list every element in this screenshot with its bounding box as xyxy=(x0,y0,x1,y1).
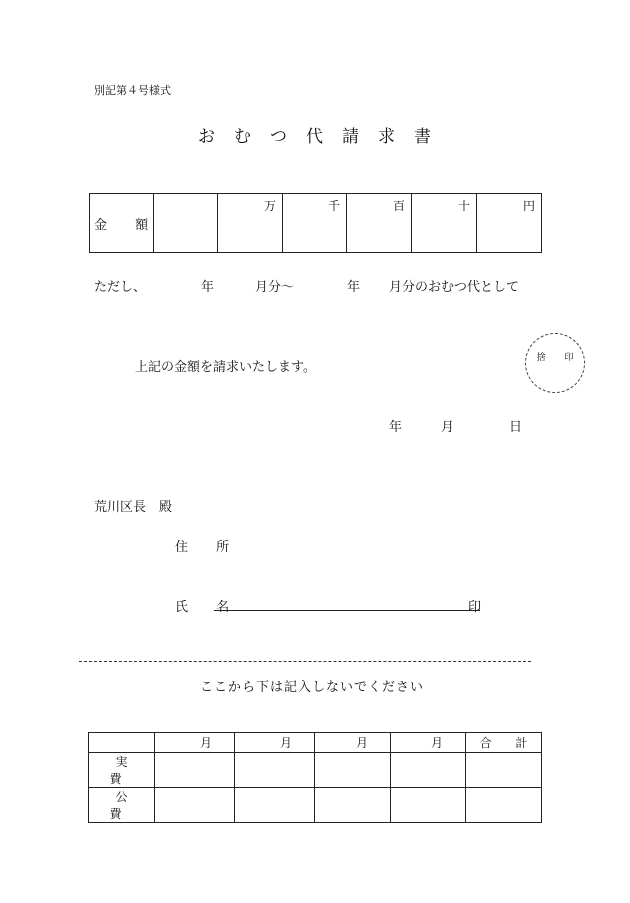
table-cell[interactable] xyxy=(315,788,391,823)
stamp-label: 印 xyxy=(468,600,482,615)
month-header: 月 xyxy=(155,733,235,753)
table-cell[interactable] xyxy=(155,753,235,788)
page-title: おむつ代請求書 xyxy=(198,127,450,147)
office-use-note: ここから下は記入しないでください xyxy=(200,680,425,695)
amount-cell-sen[interactable]: 千 xyxy=(283,194,347,253)
seal-label: 捨 印 xyxy=(536,353,582,363)
amount-cell-man[interactable]: 万 xyxy=(218,194,283,253)
table-cell[interactable] xyxy=(466,788,542,823)
date-year: 年 xyxy=(389,420,403,435)
date-month: 月 xyxy=(441,420,455,435)
table-cell[interactable] xyxy=(391,753,466,788)
amount-blank-cell[interactable] xyxy=(154,194,218,253)
table-cell[interactable] xyxy=(466,753,542,788)
amount-label: 金 額 xyxy=(90,194,154,253)
date-day: 日 xyxy=(509,420,523,435)
month-header: 月 xyxy=(391,733,466,753)
proviso-year-from: 年 xyxy=(201,280,215,295)
amount-cell-hyaku[interactable]: 百 xyxy=(347,194,412,253)
amount-table xyxy=(89,193,542,253)
table-row xyxy=(89,753,542,788)
month-header: 月 xyxy=(315,733,391,753)
name-field[interactable] xyxy=(214,610,480,611)
table-cell[interactable] xyxy=(235,788,315,823)
amount-cell-en[interactable]: 円 xyxy=(477,194,542,253)
seal-circle[interactable] xyxy=(525,333,585,393)
addressee: 荒川区長 殿 xyxy=(94,500,173,515)
proviso-year-to: 年 xyxy=(347,280,361,295)
expense-table xyxy=(88,732,542,823)
proviso-prefix: ただし、 xyxy=(94,280,147,295)
proviso-month-from: 月分～ xyxy=(255,280,295,295)
table-cell[interactable] xyxy=(235,753,315,788)
address-label: 住 所 xyxy=(175,540,242,555)
amount-cell-juu[interactable]: 十 xyxy=(412,194,477,253)
form-number: 別記第４号様式 xyxy=(94,84,171,97)
row-label-public: 公 費 xyxy=(89,788,155,823)
table-row xyxy=(89,733,542,753)
row-label-actual: 実 費 xyxy=(89,753,155,788)
table-cell[interactable] xyxy=(315,753,391,788)
cut-line xyxy=(79,661,531,662)
table-cell[interactable] xyxy=(155,788,235,823)
proviso-suffix: 月分のおむつ代として xyxy=(389,280,520,295)
table-cell[interactable] xyxy=(391,788,466,823)
total-header: 合 計 xyxy=(466,733,542,753)
request-text: 上記の金額を請求いたします。 xyxy=(135,360,316,375)
table-row xyxy=(89,788,542,823)
name-label: 氏 名 xyxy=(175,600,242,615)
corner-cell xyxy=(89,733,155,753)
month-header: 月 xyxy=(235,733,315,753)
